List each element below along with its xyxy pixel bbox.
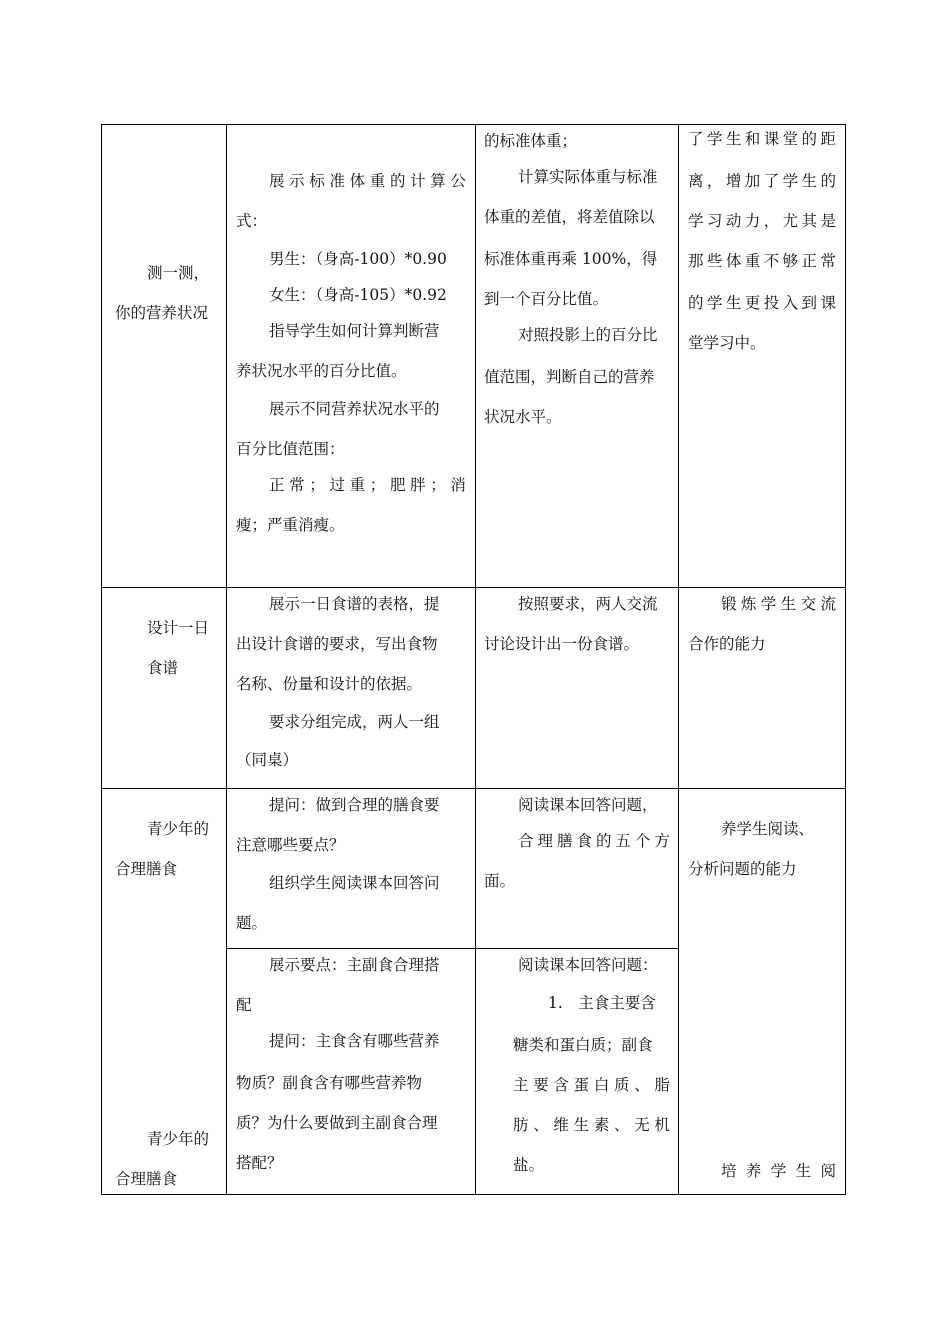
- student-line: 值范围，判断自己的营养: [484, 368, 655, 386]
- teacher-line: 男生：（身高-100）*0.90: [269, 250, 447, 268]
- purpose-line: 的 学 生 更 投 入 到 课: [688, 294, 836, 312]
- teacher-line: 物质？副食含有哪些营养物: [236, 1074, 423, 1092]
- row1-purpose-cell: [679, 125, 845, 587]
- teacher-line: 指导学生如何计算判断营: [269, 322, 440, 340]
- row1-topic-cell: [102, 125, 226, 587]
- student-line: 的标准体重；: [484, 132, 578, 150]
- student-line: 讨论设计出一份食谱。: [484, 635, 640, 653]
- topic-line: 青少年的: [147, 820, 210, 838]
- row2-teacher-cell: [227, 588, 475, 788]
- student-line: 1. 主食主要含: [548, 994, 656, 1012]
- topic-line: 食谱: [147, 659, 179, 677]
- student-line: 肪 、 维 生 素 、 无 机: [513, 1116, 670, 1134]
- teacher-line: 正 常 ； 过 重 ； 肥 胖 ； 消: [269, 476, 466, 494]
- student-line: 对照投影上的百分比: [518, 326, 658, 344]
- student-line: 合 理 膳 食 的 五 个 方: [518, 832, 670, 850]
- purpose-line: 离 ， 增 加 了 学 生 的: [688, 172, 836, 190]
- teacher-line: 展示一日食谱的表格，提: [269, 595, 440, 613]
- topic-line: 合理膳食: [115, 860, 178, 878]
- student-line: 糖类和蛋白质；副食: [513, 1036, 653, 1054]
- purpose-line: 合作的能力: [688, 635, 766, 653]
- row2-purpose-cell: [679, 588, 845, 788]
- row3-teacher-cell-b: [227, 949, 475, 1194]
- row3-student-cell-a: [476, 789, 678, 948]
- row2-student-cell: [476, 588, 678, 788]
- teacher-line: （同桌）: [236, 751, 299, 769]
- table-border-bottom: [101, 1194, 846, 1195]
- row1-teacher-cell: [227, 125, 475, 587]
- teacher-line: 题。: [236, 914, 268, 932]
- teacher-line: 注意哪些要点？: [236, 836, 345, 854]
- teacher-line: 提问：做到合理的膳食要: [269, 796, 440, 814]
- teacher-line: 展 示 标 准 体 重 的 计 算 公: [269, 172, 466, 190]
- purpose-line: 堂学习中。: [688, 334, 766, 352]
- teacher-line: 搭配？: [236, 1154, 283, 1172]
- student-line: 到一个百分比值。: [484, 290, 609, 308]
- row3-student-cell-b: [476, 949, 678, 1194]
- purpose-line: 养学生阅读、: [721, 820, 815, 838]
- purpose-line: 学 习 动 力 ， 尤 其 是: [688, 212, 836, 230]
- teacher-line: 要求分组完成，两人一组: [269, 713, 440, 731]
- teacher-line: 女生：（身高-105）*0.92: [269, 286, 447, 304]
- student-line: 面。: [484, 872, 516, 890]
- teacher-line: 瘦；严重消瘦。: [236, 516, 345, 534]
- teacher-line: 提问：主食含有哪些营养: [269, 1032, 440, 1050]
- purpose-line: 分析问题的能力: [688, 860, 797, 878]
- row3-teacher-cell-a: [227, 789, 475, 948]
- topic-line: 测一测，: [147, 264, 210, 282]
- topic-line: 你的营养状况: [115, 304, 209, 322]
- teacher-line: 百分比值范围：: [236, 440, 345, 458]
- teacher-line: 式：: [236, 212, 268, 230]
- student-line: 体重的差值，将差值除以: [484, 208, 655, 226]
- teacher-line: 质？为什么要做到主副食合理: [236, 1114, 438, 1132]
- teacher-line: 组织学生阅读课本回答问: [269, 874, 440, 892]
- topic-line: 青少年的: [147, 1130, 210, 1148]
- student-line: 阅读课本回答问题，: [518, 796, 658, 814]
- row1-student-cell: [476, 125, 678, 587]
- purpose-line: 了 学 生 和 课 堂 的 距: [688, 130, 836, 148]
- purpose-line: 那 些 体 重 不 够 正 常: [688, 252, 836, 270]
- topic-line: 合理膳食: [115, 1170, 178, 1188]
- purpose-line: 锻 炼 学 生 交 流: [721, 595, 836, 613]
- student-line: 阅读课本回答问题：: [518, 956, 658, 974]
- purpose-line: 培 养 学 生 阅: [721, 1162, 836, 1180]
- student-line: 按照要求，两人交流: [518, 595, 658, 613]
- row3-purpose-cell: [679, 789, 845, 1194]
- row3-topic-cell: [102, 789, 226, 1194]
- student-line: 盐。: [513, 1156, 545, 1174]
- teacher-line: 展示不同营养状况水平的: [269, 400, 440, 418]
- teacher-line: 出设计食谱的要求，写出食物: [236, 635, 438, 653]
- row2-topic-cell: [102, 588, 226, 788]
- teacher-line: 养状况水平的百分比值。: [236, 362, 407, 380]
- student-line: 状况水平。: [484, 408, 562, 426]
- student-line: 标准体重再乘 100%，得: [484, 250, 658, 268]
- teacher-line: 配: [236, 996, 252, 1014]
- topic-line: 设计一日: [147, 619, 210, 637]
- teacher-line: 展示要点：主副食合理搭: [269, 956, 440, 974]
- student-line: 计算实际体重与标准: [518, 168, 658, 186]
- student-line: 主 要 含 蛋 白 质 、 脂: [513, 1076, 670, 1094]
- teacher-line: 名称、份量和设计的依据。: [236, 675, 423, 693]
- table-border-right: [845, 124, 846, 1195]
